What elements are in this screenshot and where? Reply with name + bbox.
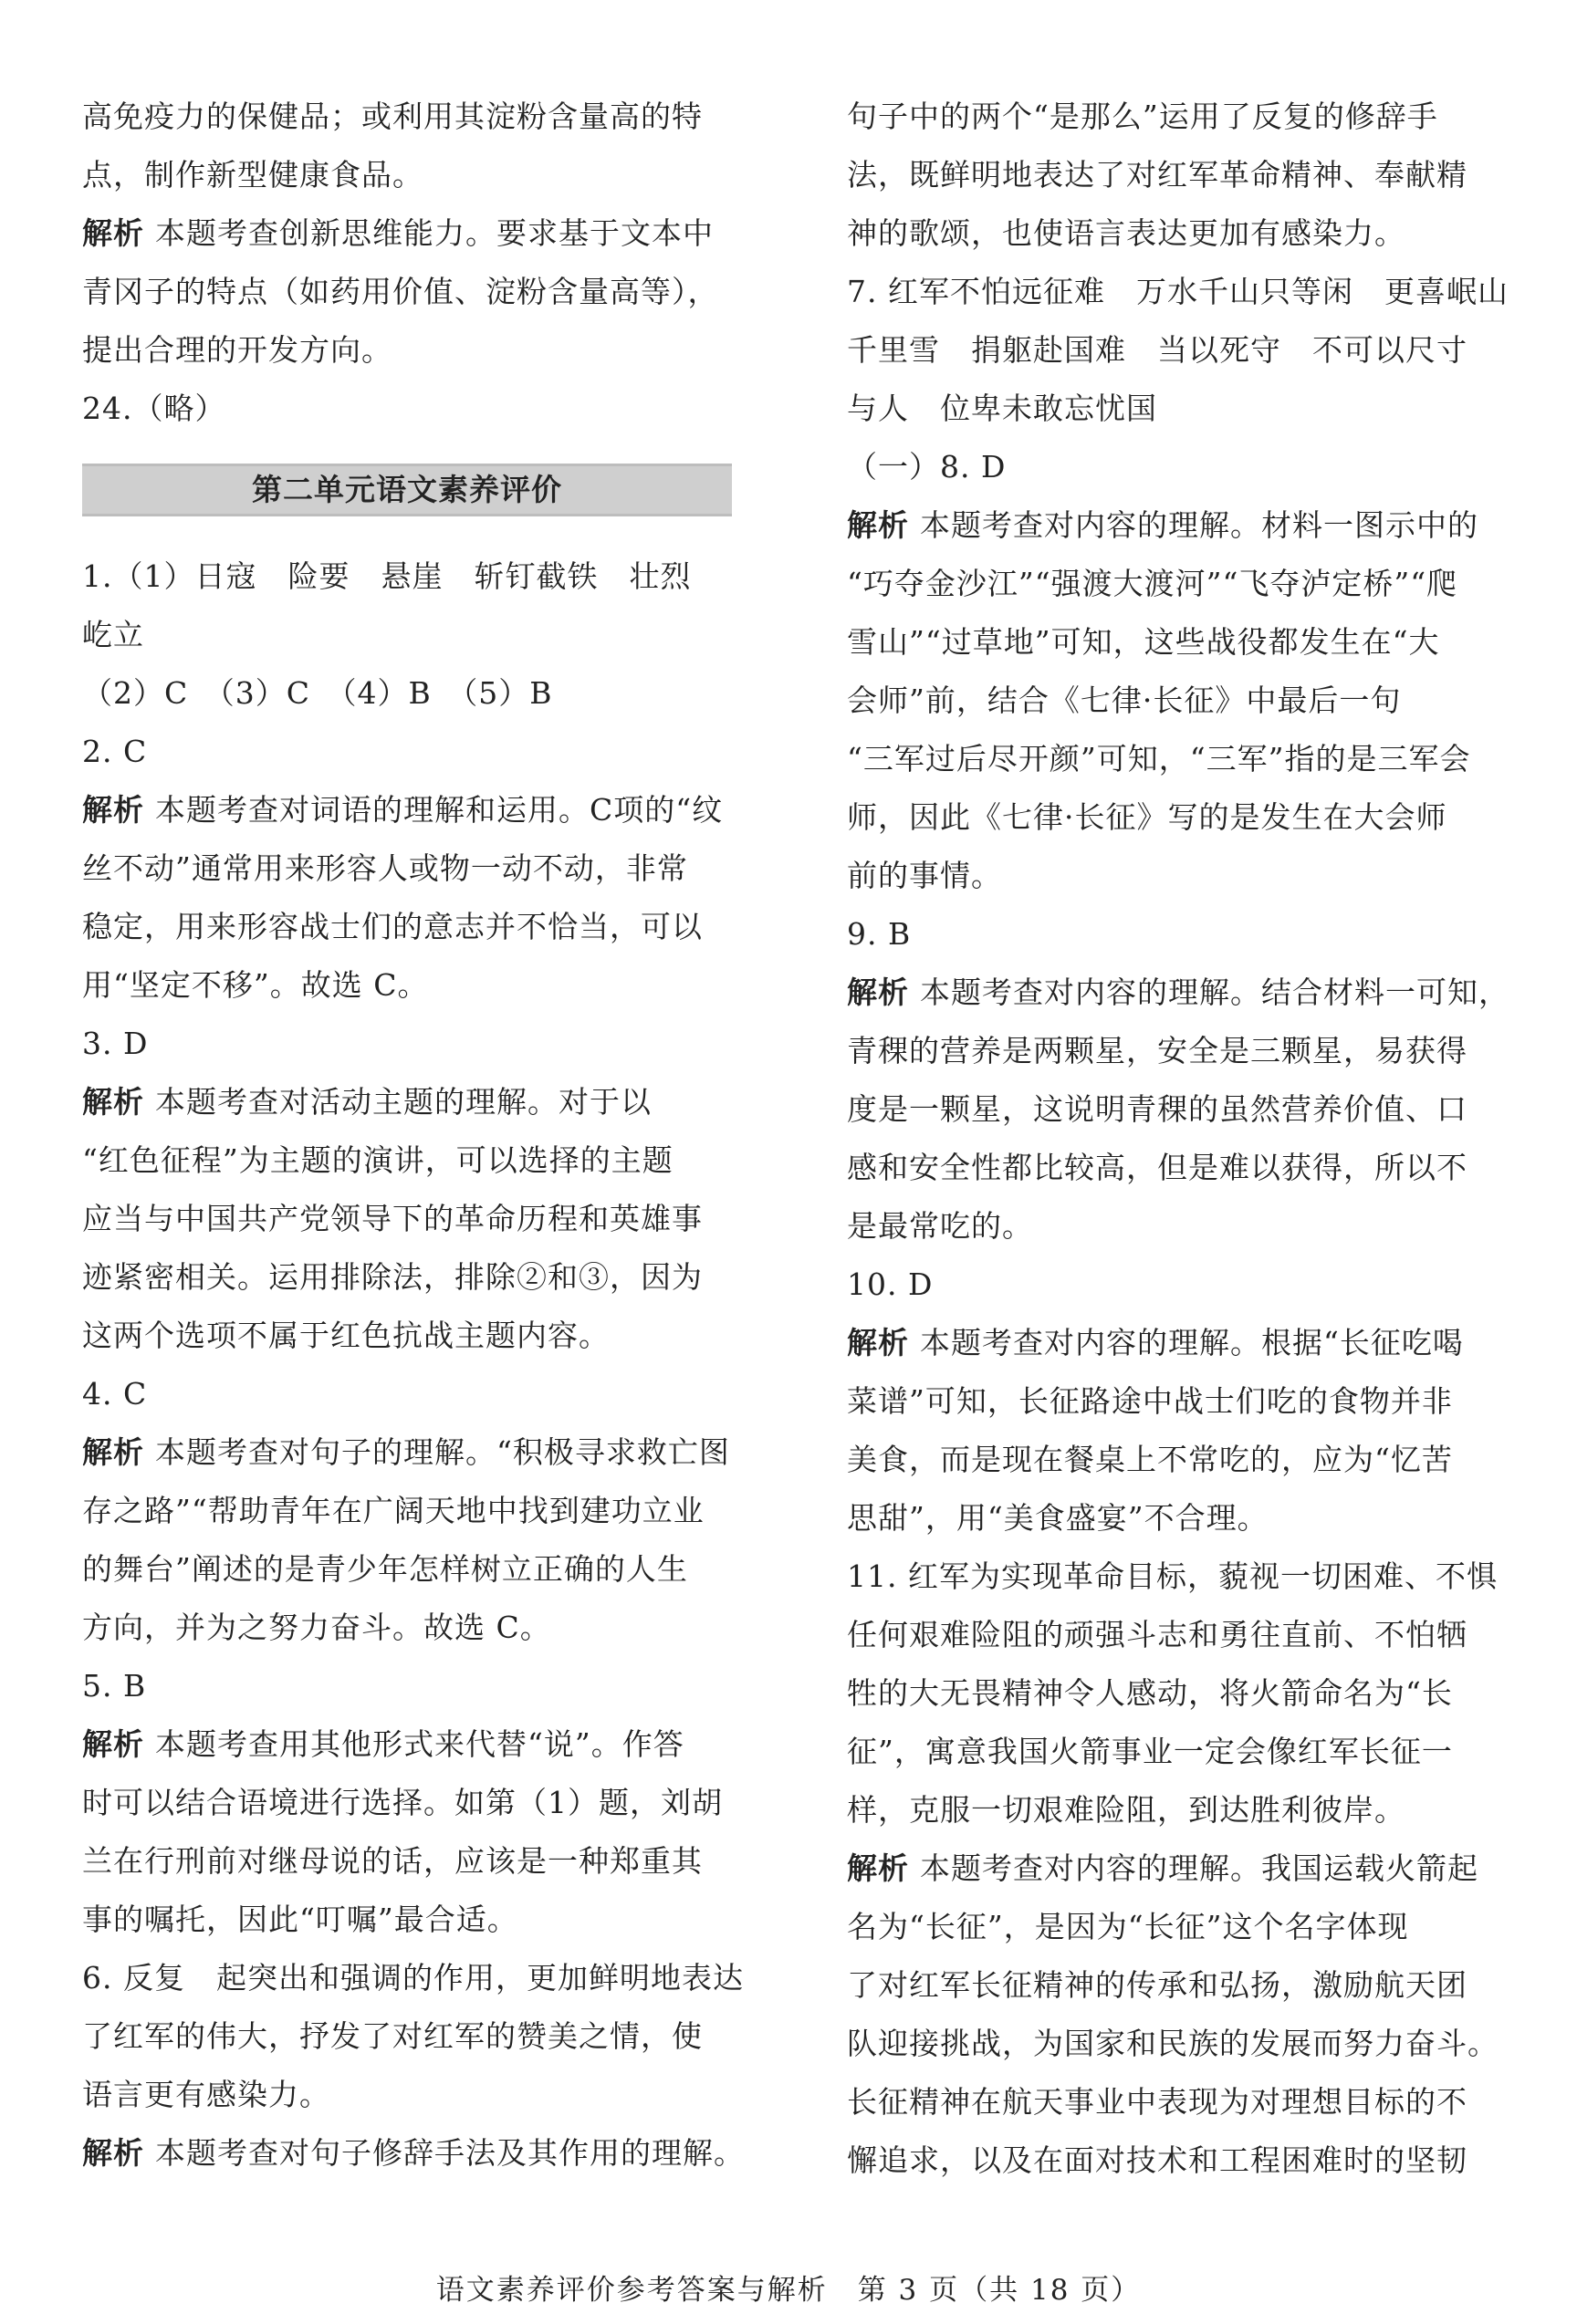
text-line: 法，既鲜明地表达了对红军革命精神、奉献精 <box>847 157 1467 193</box>
text-line: 用“坚定不移”。故选 C。 <box>82 967 429 1003</box>
analysis-text: 本题考查对内容的理解。结合材料一可知， <box>920 974 1509 1010</box>
text-line: 任何艰难险阻的顽强斗志和勇往直前、不怕牺 <box>847 1617 1467 1652</box>
analysis-paragraph <box>82 2124 745 2183</box>
analysis-label: 解析 <box>82 1726 144 1762</box>
text-block <box>847 1898 1504 2190</box>
text-line: （2）C （3）C （4）B （5）B <box>82 675 553 711</box>
text-block <box>847 555 1504 964</box>
text-line: 提出合理的开发方向。 <box>82 332 392 368</box>
analysis-label: 解析 <box>847 1325 909 1360</box>
text-line: 点，制作新型健康食品。 <box>82 157 423 193</box>
analysis-text: 本题考查创新思维能力。要求基于文本中 <box>155 215 714 251</box>
text-line: 兰在行刑前对继母说的话，应该是一种郑重其 <box>82 1843 703 1879</box>
analysis-text: 本题考查对句子修辞手法及其作用的理解。 <box>155 2135 745 2171</box>
analysis-text: 本题考查对活动主题的理解。对于以 <box>155 1084 652 1120</box>
text-line: 师，因此《七律·长征》写的是发生在大会师 <box>847 799 1447 835</box>
analysis-paragraph <box>82 204 739 263</box>
analysis-paragraph <box>847 496 1504 555</box>
text-line: “红色征程”为主题的演讲，可以选择的主题 <box>82 1142 674 1178</box>
text-line: 屹立 <box>82 617 144 652</box>
text-block <box>847 1022 1504 1314</box>
text-line: 与人 位卑未敢忘忧国 <box>847 391 1157 426</box>
text-block <box>82 263 739 438</box>
text-line: 应当与中国共产党领导下的革命历程和英雄事 <box>82 1201 703 1236</box>
text-line: 神的歌颂，也使语言表达更加有感染力。 <box>847 215 1405 251</box>
text-block <box>82 1482 739 1715</box>
analysis-label: 解析 <box>82 2135 144 2171</box>
text-line: 雪山”“过草地”可知，这些战役都发生在“大 <box>847 624 1440 660</box>
analysis-paragraph <box>847 964 1509 1022</box>
text-line: 方向，并为之努力奋斗。故选 C。 <box>82 1610 551 1645</box>
text-line: 名为“长征”，是因为“长征”这个名字体现 <box>847 1909 1409 1944</box>
text-line: 存之路”“帮助青年在广阔天地中找到建功立业 <box>82 1493 705 1528</box>
text-line: 青稞的营养是两颗星，安全是三颗星，易获得 <box>847 1033 1467 1068</box>
analysis-paragraph <box>82 1715 739 1774</box>
section-banner: 第二单元语文素养评价 <box>82 464 732 516</box>
text-line: 7. 红军不怕远征难 万水千山只等闲 更喜岷山 <box>847 274 1509 309</box>
analysis-paragraph <box>847 1314 1504 1372</box>
text-line: 样，克服一切艰难险阻，到达胜利彼岸。 <box>847 1792 1405 1828</box>
text-line: 会师”前，结合《七律·长征》中最后一句 <box>847 683 1402 718</box>
analysis-text: 本题考查对词语的理解和运用。C项的“纹 <box>155 792 724 828</box>
text-line: 长征精神在航天事业中表现为对理想目标的不 <box>847 2084 1467 2120</box>
right-column <box>847 88 1509 2190</box>
analysis-paragraph <box>82 781 739 839</box>
text-line: “巧夺金沙江”“强渡大渡河”“飞夺泸定桥”“爬 <box>847 566 1458 601</box>
text-line: 9. B <box>847 916 912 952</box>
analysis-label: 解析 <box>847 1850 909 1886</box>
text-line: 丝不动”通常用来形容人或物一动不动，非常 <box>82 850 688 886</box>
analysis-text: 本题考查对内容的理解。材料一图示中的 <box>920 507 1478 543</box>
text-block <box>82 1774 744 2124</box>
analysis-label: 解析 <box>847 974 909 1010</box>
text-line: 美食，而是现在餐桌上不常吃的，应为“忆苦 <box>847 1442 1453 1477</box>
text-block <box>847 88 1509 496</box>
analysis-paragraph <box>847 1839 1504 1898</box>
text-block <box>82 1131 739 1423</box>
text-line: 思甜”，用“美食盛宴”不合理。 <box>847 1500 1269 1536</box>
text-line: 6. 反复 起突出和强调的作用，更加鲜明地表达 <box>82 1960 744 1996</box>
text-line: 2. C <box>82 734 148 769</box>
text-line: “三军过后尽开颜”可知，“三军”指的是三军会 <box>847 741 1471 776</box>
text-block <box>82 547 739 781</box>
text-line: 迹紧密相关。运用排除法，排除②和③，因为 <box>82 1259 703 1295</box>
text-line: 千里雪 捐躯赴国难 当以死守 不可以尺寸 <box>847 332 1467 368</box>
text-line: 菜谱”可知，长征路途中战士们吃的食物并非 <box>847 1383 1453 1419</box>
text-line: 队迎接挑战，为国家和民族的发展而努力奋斗。 <box>847 2026 1499 2061</box>
text-line: 事的嘱托，因此“叮嘱”最合适。 <box>82 1902 518 1937</box>
analysis-label: 解析 <box>82 792 144 828</box>
analysis-paragraph <box>82 1423 739 1482</box>
text-line: 度是一颗星，这说明青稞的虽然营养价值、口 <box>847 1091 1467 1127</box>
analysis-label: 解析 <box>82 1434 144 1470</box>
analysis-text: 本题考查对句子的理解。“积极寻求救亡图 <box>155 1434 730 1470</box>
text-line: 24.（略） <box>82 391 226 426</box>
text-line: 了红军的伟大，抒发了对红军的赞美之情，使 <box>82 2018 703 2054</box>
text-line: 了对红军长征精神的传承和弘扬，激励航天团 <box>847 1967 1467 2003</box>
page-footer: 语文素养评价参考答案与解析 第 3 页（共 18 页） <box>435 2274 1142 2307</box>
analysis-text: 本题考查对内容的理解。根据“长征吃喝 <box>920 1325 1464 1360</box>
text-line: 青冈子的特点（如药用价值、淀粉含量高等）， <box>82 274 719 309</box>
analysis-text: 本题考查对内容的理解。我国运载火箭起 <box>920 1850 1478 1886</box>
analysis-label: 解析 <box>847 507 909 543</box>
text-line: 这两个选项不属于红色抗战主题内容。 <box>82 1318 610 1353</box>
text-line: 1.（1）日寇 险要 悬崖 斩钉截铁 壮烈 <box>82 558 692 594</box>
analysis-text: 本题考查用其他形式来代替“说”。作答 <box>155 1726 684 1762</box>
text-line: 4. C <box>82 1376 148 1412</box>
text-line: 3. D <box>82 1026 149 1061</box>
text-line: 前的事情。 <box>847 858 1002 893</box>
text-line: 稳定，用来形容战士们的意志并不恰当，可以 <box>82 909 703 944</box>
text-line: 懈追求，以及在面对技术和工程困难时的坚韧 <box>847 2142 1467 2178</box>
text-line: 5. B <box>82 1668 147 1704</box>
analysis-label: 解析 <box>82 1084 144 1120</box>
text-block <box>82 88 739 204</box>
text-line: 时可以结合语境进行选择。如第（1）题，刘胡 <box>82 1785 723 1820</box>
text-block <box>82 839 739 1073</box>
text-line: 的舞台”阐述的是青少年怎样树立正确的人生 <box>82 1551 688 1587</box>
text-line: 11. 红军为实现革命目标，藐视一切困难、不惧 <box>847 1558 1498 1594</box>
text-line: 感和安全性都比较高，但是难以获得，所以不 <box>847 1150 1467 1185</box>
text-block <box>847 1372 1504 1839</box>
text-line: 10. D <box>847 1266 934 1302</box>
left-column <box>82 88 745 2183</box>
text-line: 牲的大无畏精神令人感动，将火箭命名为“长 <box>847 1675 1453 1711</box>
text-line: 语言更有感染力。 <box>82 2077 330 2112</box>
text-line: 征”，寓意我国火箭事业一定会像红军长征一 <box>847 1734 1453 1769</box>
analysis-label: 解析 <box>82 215 144 251</box>
analysis-paragraph <box>82 1073 739 1131</box>
text-line: （一）8. D <box>847 449 1007 485</box>
text-line: 句子中的两个“是那么”运用了反复的修辞手 <box>847 99 1438 134</box>
text-line: 高免疫力的保健品；或利用其淀粉含量高的特 <box>82 99 703 134</box>
text-line: 是最常吃的。 <box>847 1208 1033 1244</box>
